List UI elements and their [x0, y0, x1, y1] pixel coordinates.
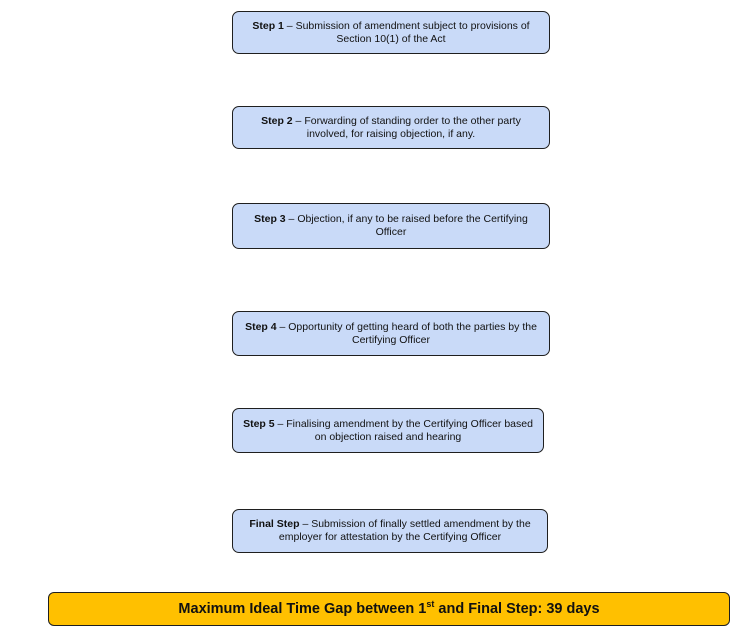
step-5-text: – Finalising amendment by the Certifying Officer based on objection raised and hearing — [274, 417, 533, 443]
step-4-text: – Opportunity of getting heard of both the parties by the Certifying Officer — [276, 320, 537, 346]
step-3-label: Step 3 — [254, 213, 286, 225]
max-time-gap-banner — [48, 592, 730, 626]
step-3-content — [243, 213, 539, 239]
step-4-box — [232, 311, 550, 356]
step-2-content — [243, 115, 539, 141]
step-3-box — [232, 203, 550, 249]
step-2-label: Step 2 — [261, 114, 293, 127]
summary-suffix: and Final Step: 39 days — [434, 601, 600, 617]
step-4-label: Step 4 — [245, 320, 277, 333]
step-4-content — [243, 321, 539, 347]
summary-content — [178, 601, 599, 617]
final-step-label: Final Step — [249, 518, 300, 530]
final-step-content — [243, 518, 537, 544]
step-2-box — [232, 106, 550, 149]
summary-superscript: st — [426, 599, 435, 610]
step-2-text: – Forwarding of standing order to the other party involved, for raising objection, if any. — [292, 114, 521, 140]
step-5-label: Step 5 — [243, 417, 275, 430]
summary-prefix: Maximum Ideal Time Gap between 1 — [178, 601, 427, 617]
step-1-label: Step 1 — [252, 19, 284, 32]
step-1-content — [243, 20, 539, 46]
step-1-text: – Submission of amendment subject to provisions of Section 10(1) of the Act — [283, 19, 530, 45]
step-5-box — [232, 408, 544, 453]
final-step-box — [232, 509, 548, 553]
step-3-text: – Objection, if any to be raised before the Certifying Officer — [285, 213, 528, 238]
step-5-content — [243, 418, 533, 444]
final-step-text: – Submission of finally settled amendment by the employer for attestation by the Certifying Officer — [278, 518, 531, 543]
step-1-box — [232, 11, 550, 54]
